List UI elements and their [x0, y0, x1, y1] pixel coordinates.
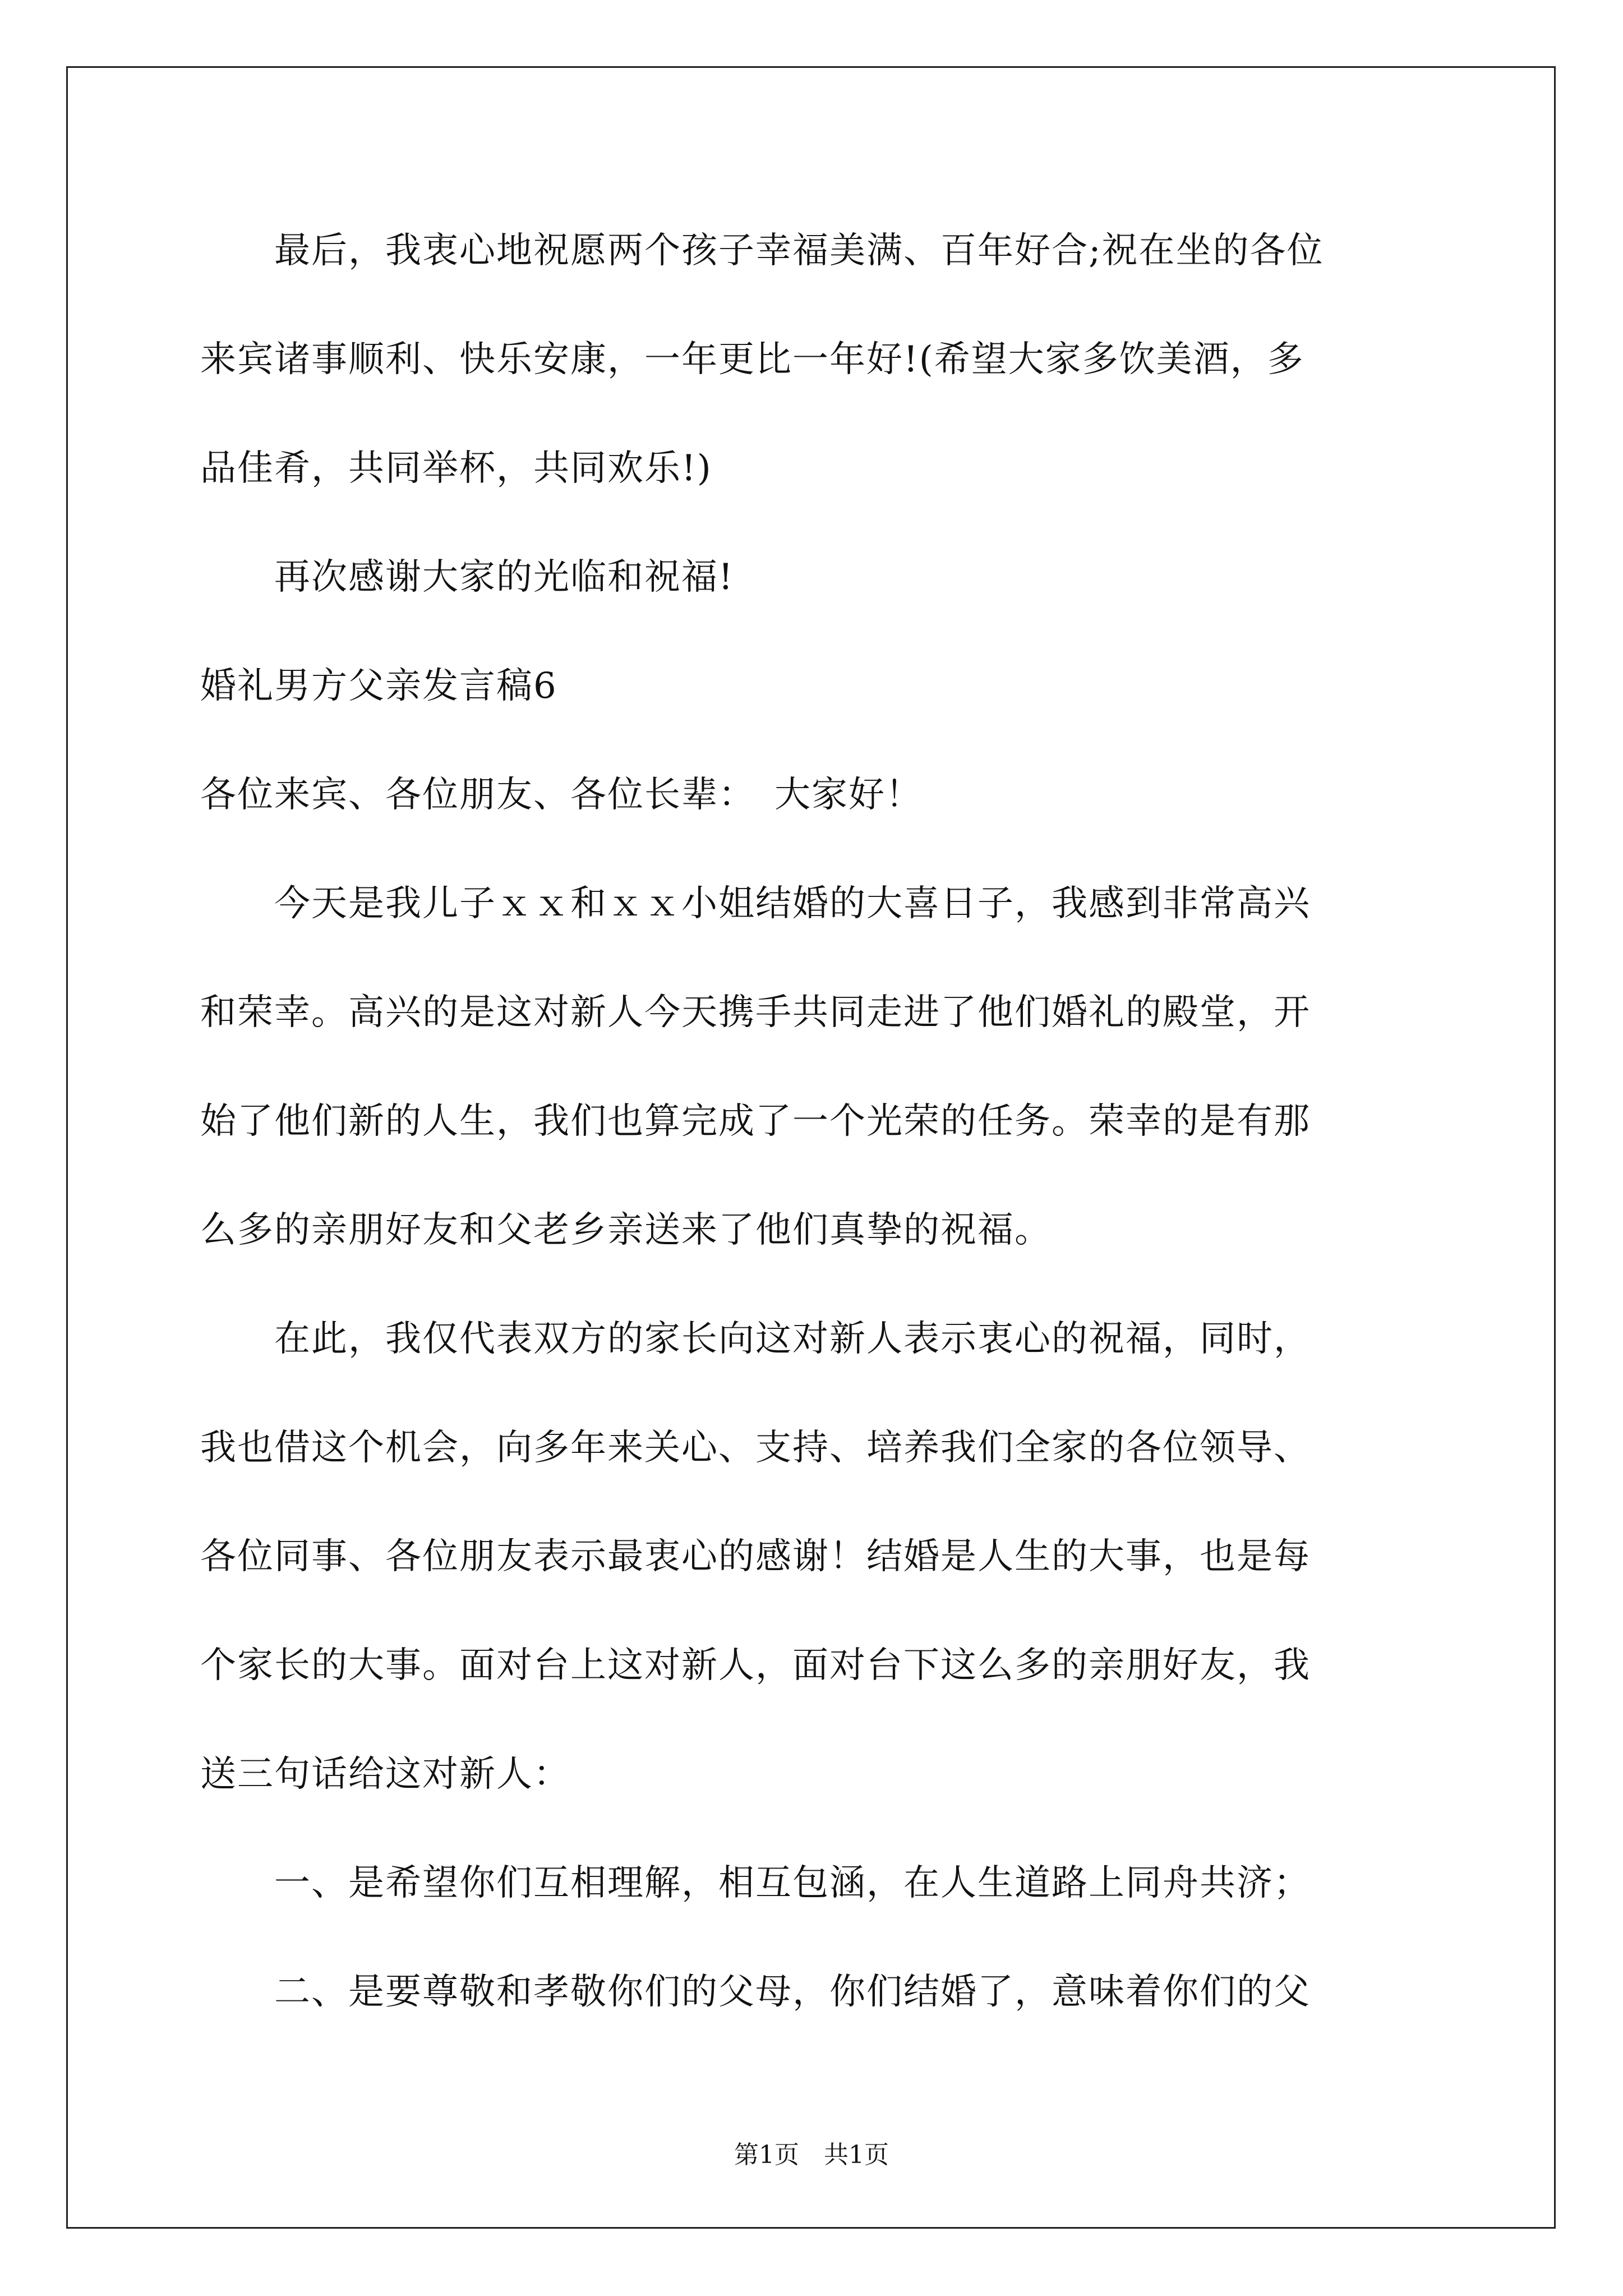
text-line-3: 品佳肴，共同举杯，共同欢乐!) [200, 448, 712, 489]
text-line-2: 来宾诸事顺利、快乐安康，一年更比一年好!(希望大家多饮美酒，多 [200, 339, 1304, 380]
text-line-15: 送三句话给这对新人： [200, 1754, 570, 1795]
text-line-1: 最后，我衷心地祝愿两个孩子幸福美满、百年好合;祝在坐的各位 [200, 230, 1324, 272]
salutation-line: 各位来宾、各位朋友、各位长辈： 大家好！ [200, 774, 923, 816]
text-line-17: 二、是要尊敬和孝敬你们的父母，你们结婚了，意味着你们的父 [200, 1971, 1311, 2013]
text-line-12: 我也借这个机会，向多年来关心、支持、培养我们全家的各位领导、 [200, 1427, 1311, 1469]
text-line-11: 在此，我仅代表双方的家长向这对新人表示衷心的祝福，同时， [200, 1318, 1311, 1360]
section-heading: 婚礼男方父亲发言稿6 [200, 665, 557, 707]
text-line-8: 和荣幸。高兴的是这对新人今天携手共同走进了他们婚礼的殿堂，开 [200, 992, 1311, 1033]
text-line-9: 始了他们新的人生，我们也算完成了一个光荣的任务。荣幸的是有那 [200, 1101, 1311, 1142]
text-line-10: 么多的亲朋好友和父老乡亲送来了他们真挚的祝福。 [200, 1209, 1052, 1251]
text-line-14: 个家长的大事。面对台上这对新人，面对台下这么多的亲朋好友，我 [200, 1645, 1311, 1686]
page-footer: 第1页 共1页 [734, 2141, 889, 2169]
text-line-16: 一、是希望你们互相理解，相互包涵，在人生道路上同舟共济； [200, 1862, 1311, 1904]
text-line-13: 各位同事、各位朋友表示最衷心的感谢！结婚是人生的大事，也是每 [200, 1536, 1311, 1577]
text-line-7: 今天是我儿子ｘｘ和ｘｘ小姐结婚的大喜日子，我感到非常高兴 [200, 883, 1311, 924]
text-line-4: 再次感谢大家的光临和祝福! [200, 556, 734, 598]
